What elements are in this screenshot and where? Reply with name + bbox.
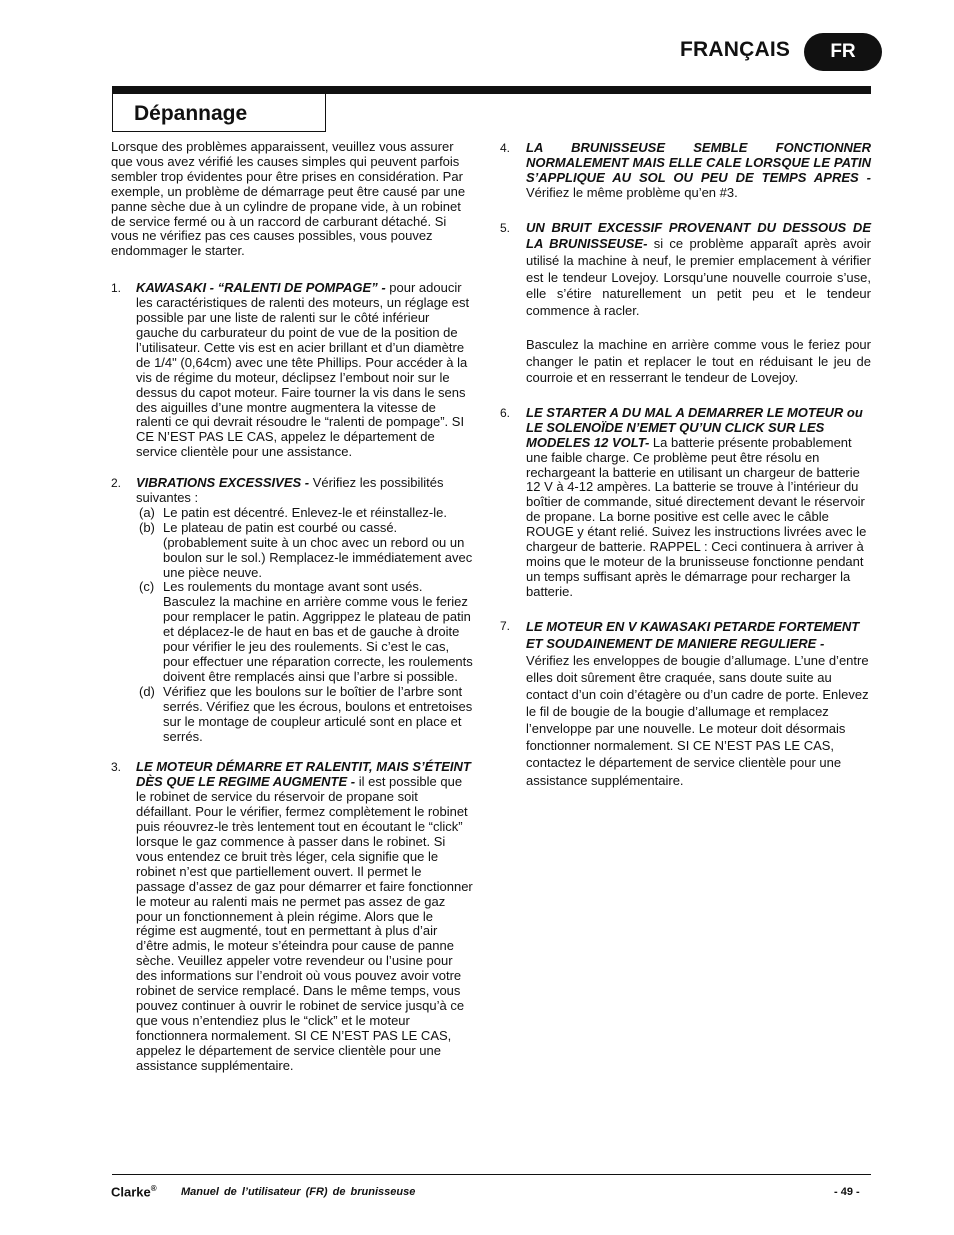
item-heading: UN BRUIT EXCESSIF PROVENANT DU DESSOUS DE LA BRUNISSEUSE- (526, 219, 871, 252)
footer-rule (112, 1174, 871, 1175)
troubleshoot-item-1 (111, 281, 473, 460)
sub-item-text: Les roulements du montage avant sont usés. Basculez la machine en arrière comme vous le feriez pour remplacer le patin. Aggrippez le plateau de patin et déplacez-le de haut en bas et de gauche à droite pour vérifier le jeu des roulements. Si c’est le cas, pour effectuer une réparation correcte, les roulements doivent être remplacés ainsi que l’arbre si possible. (163, 579, 473, 684)
item-number: 7. (500, 618, 511, 633)
item-body: pour adoucir les caractéristiques de ralenti des moteurs, un réglage est possible par une liste de ralenti sur le côté inférieur gauche du carburateur du point de vue de la position de l’utilisateur. Cette vis est en acier brillant et d’un diamètre de 1/4" (0,64cm) avec une tête Phillips. Pour accéder à la vis de régime du moteur, déclipsez l’embout noir sur le dessus du capot moteur. Faire tourner la vis dans le sens des aiguilles d’une montre augmentera la vitesse de ralenti ce qui devrait résoudre le “ralenti de pompage”. SI CE N’EST PAS LE CAS, appelez le département de service clientèle pour une assistance. (136, 280, 470, 460)
item-body: si ce problème apparaît après avoir utilisé la machine à neuf, le premier emplacement à vérifier est le tendeur Lovejoy. Lorsqu’une nouvelle courroie s’use, elle s’étire naturellement un petit peu et le tendeur commence à racler. (526, 236, 871, 319)
sub-item-letter: (c) (139, 579, 155, 595)
section-title: Dépannage (112, 94, 326, 132)
item-number: 4. (500, 141, 511, 155)
sub-item-c (136, 580, 473, 684)
item-number: 3. (111, 760, 122, 775)
troubleshoot-item-6 (500, 406, 871, 600)
item-heading: LE MOTEUR EN V KAWASAKI PETARDE FORTEMENT ET SOUDAINEMENT DE MANIERE REGULIERE - (526, 618, 860, 651)
header-rule (112, 86, 871, 94)
item-number: 2. (111, 476, 122, 491)
item-heading: LE MOTEUR DÉMARRE ET RALENTIT, MAIS S’ÉTEINT DÈS QUE LE REGIME AUGMENTE - (136, 759, 471, 790)
language-label: FRANÇAIS (680, 38, 791, 61)
troubleshoot-item-4 (500, 141, 871, 201)
troubleshoot-item-3 (111, 760, 473, 1073)
item-heading: VIBRATIONS EXCESSIVES - (136, 475, 313, 491)
item-body: Vérifiez les possibilités suivantes : (136, 475, 444, 506)
item-body: Vérifiez le même problème qu’en #3. (526, 184, 738, 200)
troubleshoot-item-7 (500, 618, 871, 789)
sub-item-letter: (a) (139, 504, 155, 520)
sub-item-b (136, 521, 473, 581)
troubleshoot-item-5 (500, 220, 871, 387)
left-column (111, 140, 473, 1073)
sub-item-a (136, 506, 473, 521)
sub-item-text: Le plateau de patin est courbé ou cassé. (probablement suite à un choc avec un rebord ou un boulon sur le sol.) Remplacez-le immédiatement avec une pièce neuve. (163, 519, 473, 580)
item-heading: LE STARTER A DU MAL A DEMARRER LE MOTEUR ou LE SOLENOÏDE N’EMET QU’UN CLICK SUR LES MODELES 12 VOLT- (526, 404, 863, 450)
item-number: 6. (500, 405, 511, 420)
item-paragraph: Basculez la machine en arrière comme vous le feriez pour changer le patin et replacer le tout en réduisant le jeu de courroie et en resserrant le tendeur de Lovejoy. (526, 336, 871, 386)
item-body: il est possible que le robinet de service du réservoir de propane soit défaillant. Pour le vérifier, fermez complètement le robinet puis réouvrez-le très lentement tout en écoutant le “click” lorsque le gaz commence à passer dans le robinet. Si vous entendez ce bruit très léger, cela signifie que le robinet n’est que partiellement ouvert. Il permet le passage d’assez de gaz pour démarrer et faire fonctionner le moteur au ralenti mais ne permet pas assez de gaz pour un fonctionnement à plein régime. Alors que le régime est augmenté, tout en permettant à plus d’air d’être admis, le moteur s’éteindra pour cause de panne sèche. Veuillez appeler votre revendeur ou l’usine pour des informations sur l’endroit où vous pouvez avoir votre robinet de service remplacé. Dans le même temps, vous pouvez continuer à ouvrir le robinet de service jusqu’à ce que vous n’entendiez plus le “click” et le moteur fonctionnera normalement. SI CE N’EST PAS LE CAS, appelez le département de service clientèle pour une assistance supplémentaire. (136, 774, 473, 1073)
item-heading: LA BRUNISSEUSE SEMBLE FONCTIONNER NORMALEMENT MAIS ELLE CALE LORSQUE LE PATIN S’APPLIQUE AU SOL OU PEU DE TEMPS APRES - (526, 140, 871, 185)
language-badge: FR (804, 33, 882, 71)
item-body: Vérifiez les enveloppes de bougie d’allumage. L’une d’entre elles doit sûrement être craquée, sans doute suite au contact d’un coin d’étagère ou d’un cadre de porte. Enlevez le fil de bougie de la bougie d’allumage et remplacez l’enveloppe par une nouvelle. Le moteur doit désormais fonctionner normalement. SI CE N’EST PAS LE CAS, contactez le département de service clientèle pour une assistance supplémentaire. (526, 652, 869, 788)
brand-name: Clarke (111, 1184, 151, 1200)
sub-item-d (136, 685, 473, 745)
item-number: 5. (500, 220, 511, 235)
footer-manual-title: Manuel de l’utilisateur (FR) de brunisseuse (181, 1186, 416, 1198)
registered-mark: ® (150, 1184, 157, 1193)
item-body: La batterie présente probablement une faible charge. Ce problème peut être résolu en rechargeant la batterie en utilisant un chargeur de batterie 12 V à 4-12 ampères. La batterie se trouve à l’intérieur du boîtier de commande, situé directement devant le réservoir de propane. La borne positive est celle avec le câble ROUGE y étant relié. Suivez les instructions livrées avec le chargeur de batterie. RAPPEL : Ceci continuera à arriver à moins que le moteur de la brunisseuse fonctionne pendant un temps suffisant après le démarrage pour recharger la batterie. (526, 434, 867, 599)
troubleshoot-item-2 (111, 476, 473, 744)
item-heading: KAWASAKI - “RALENTI DE POMPAGE” - (136, 280, 390, 296)
sub-item-letter: (d) (139, 683, 155, 699)
right-column (500, 141, 871, 789)
item-number: 1. (111, 281, 122, 296)
footer-brand (111, 1184, 157, 1199)
sub-item-letter: (b) (139, 519, 155, 535)
sub-item-text: Vérifiez que les boulons sur le boîtier de l’arbre sont serrés. Vérifiez que les écrous, boulons et entretoises sur le montage de coupleur articulé sont en place et serrés. (163, 683, 473, 744)
page-number: - 49 - (834, 1186, 860, 1198)
sub-item-text: Le patin est décentré. Enlevez-le et réinstallez-le. (163, 504, 447, 520)
intro-paragraph: Lorsque des problèmes apparaissent, veuillez vous assurer que vous avez vérifié les causes simples qui peuvent parfois sembler trop évidentes pour être prises en considération. Par exemple, un problème de démarrage peut être causé par une panne sèche due à un cylindre de propane vide, à un robinet de service fermé ou à un raccord de carburant détaché. Si vous ne vérifiez pas ces causes possibles, vous pouvez endommager le starter. (111, 139, 466, 259)
